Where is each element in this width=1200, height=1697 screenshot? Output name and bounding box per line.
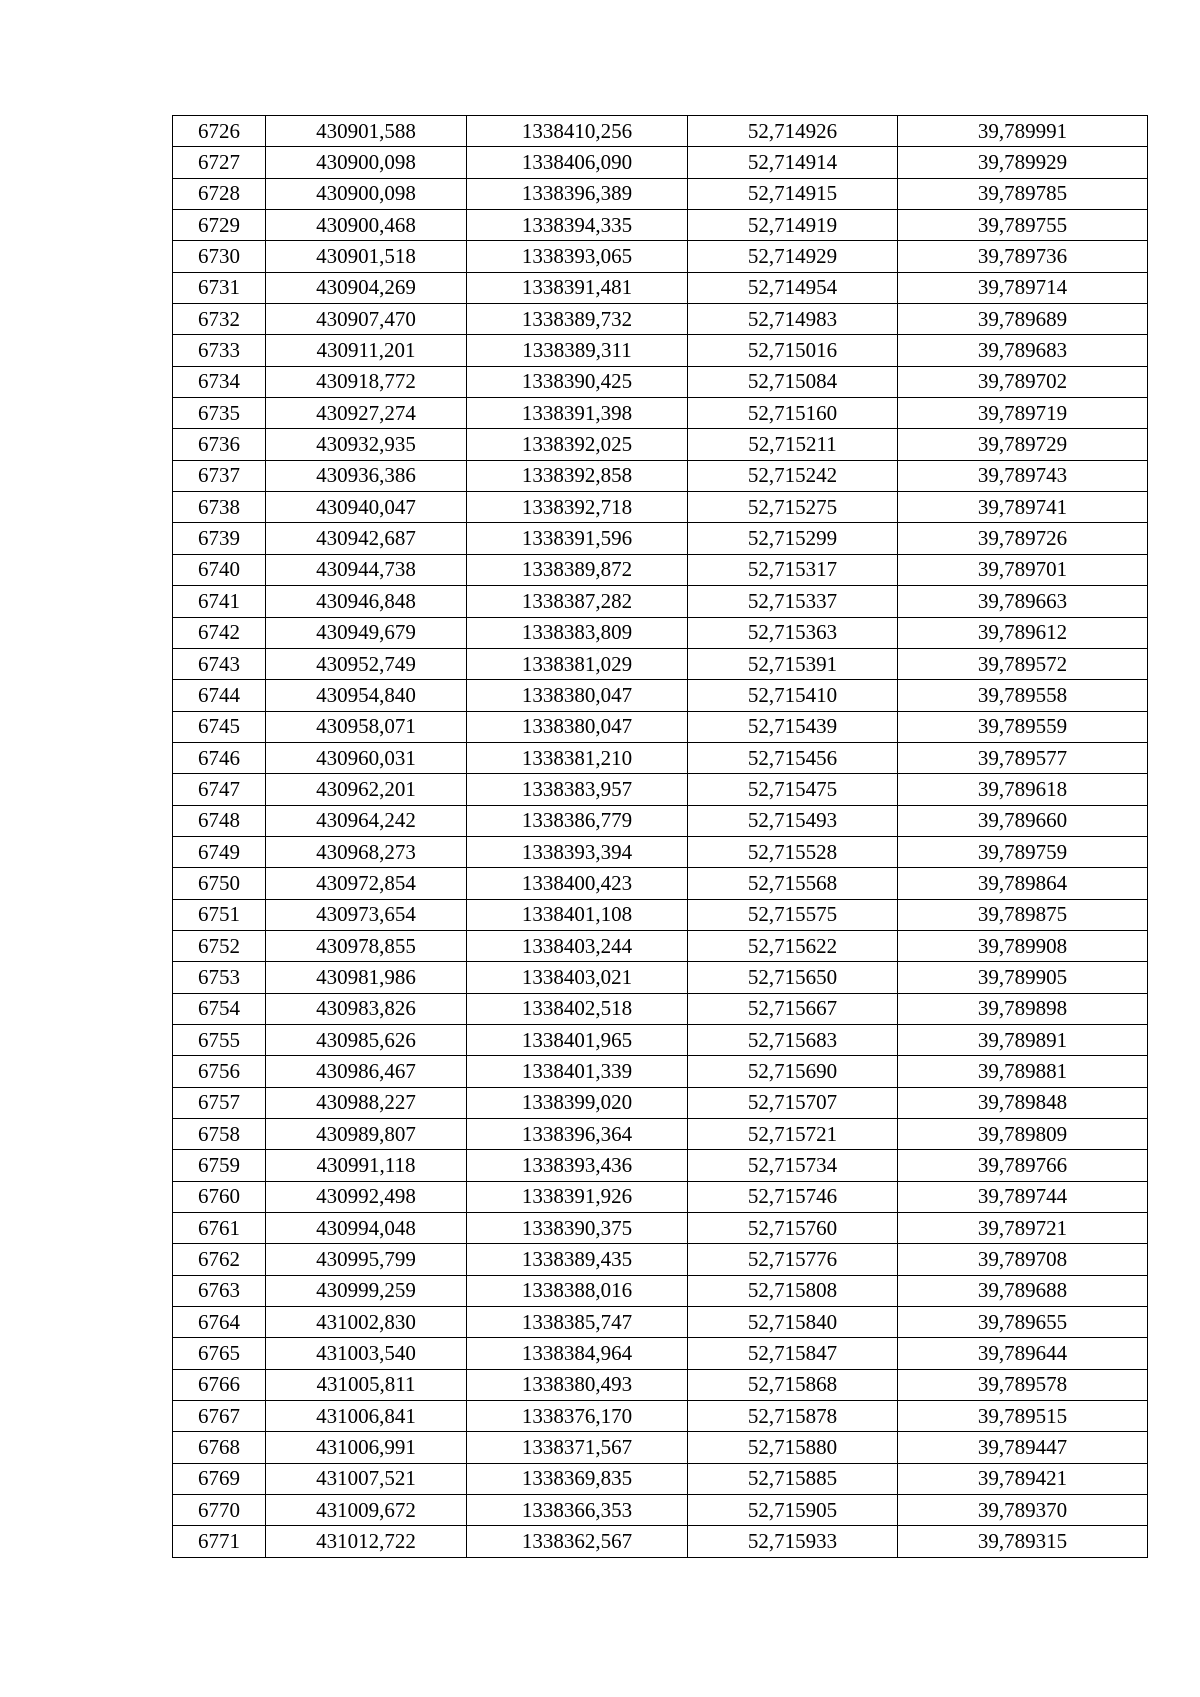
y-coordinate-cell: 1338390,425 <box>467 366 688 397</box>
x-coordinate-cell: 430940,047 <box>266 492 467 523</box>
point-number-cell: 6751 <box>173 899 266 930</box>
table-row <box>173 178 1148 209</box>
table-row <box>173 1244 1148 1275</box>
point-number-cell: 6733 <box>173 335 266 366</box>
x-coordinate-cell: 430936,386 <box>266 460 467 491</box>
y-coordinate-cell: 1338391,926 <box>467 1181 688 1212</box>
x-coordinate-cell: 430986,467 <box>266 1056 467 1087</box>
point-number-cell: 6760 <box>173 1181 266 1212</box>
table-row <box>173 1150 1148 1181</box>
table-row <box>173 366 1148 397</box>
x-coordinate-cell: 430918,772 <box>266 366 467 397</box>
latitude-cell: 52,715475 <box>688 774 898 805</box>
longitude-cell: 39,789655 <box>898 1307 1148 1338</box>
table-row <box>173 210 1148 241</box>
latitude-cell: 52,715568 <box>688 868 898 899</box>
longitude-cell: 39,789891 <box>898 1024 1148 1055</box>
latitude-cell: 52,715016 <box>688 335 898 366</box>
point-number-cell: 6759 <box>173 1150 266 1181</box>
point-number-cell: 6732 <box>173 304 266 335</box>
point-number-cell: 6758 <box>173 1119 266 1150</box>
longitude-cell: 39,789515 <box>898 1401 1148 1432</box>
latitude-cell: 52,715622 <box>688 930 898 961</box>
y-coordinate-cell: 1338380,047 <box>467 711 688 742</box>
point-number-cell: 6761 <box>173 1213 266 1244</box>
y-coordinate-cell: 1338402,518 <box>467 993 688 1024</box>
table-row <box>173 1307 1148 1338</box>
x-coordinate-cell: 430952,749 <box>266 648 467 679</box>
y-coordinate-cell: 1338400,423 <box>467 868 688 899</box>
x-coordinate-cell: 431007,521 <box>266 1463 467 1494</box>
point-number-cell: 6734 <box>173 366 266 397</box>
table-row <box>173 272 1148 303</box>
table-row <box>173 1056 1148 1087</box>
longitude-cell: 39,789875 <box>898 899 1148 930</box>
coordinates-table-body <box>173 116 1148 1558</box>
table-row <box>173 742 1148 773</box>
longitude-cell: 39,789719 <box>898 398 1148 429</box>
table-row <box>173 774 1148 805</box>
y-coordinate-cell: 1338390,375 <box>467 1213 688 1244</box>
point-number-cell: 6763 <box>173 1275 266 1306</box>
longitude-cell: 39,789689 <box>898 304 1148 335</box>
y-coordinate-cell: 1338391,398 <box>467 398 688 429</box>
x-coordinate-cell: 430946,848 <box>266 586 467 617</box>
x-coordinate-cell: 430994,048 <box>266 1213 467 1244</box>
point-number-cell: 6753 <box>173 962 266 993</box>
latitude-cell: 52,715160 <box>688 398 898 429</box>
point-number-cell: 6739 <box>173 523 266 554</box>
point-number-cell: 6747 <box>173 774 266 805</box>
latitude-cell: 52,714915 <box>688 178 898 209</box>
longitude-cell: 39,789898 <box>898 993 1148 1024</box>
point-number-cell: 6738 <box>173 492 266 523</box>
longitude-cell: 39,789714 <box>898 272 1148 303</box>
table-row <box>173 899 1148 930</box>
latitude-cell: 52,715868 <box>688 1369 898 1400</box>
x-coordinate-cell: 430972,854 <box>266 868 467 899</box>
longitude-cell: 39,789612 <box>898 617 1148 648</box>
y-coordinate-cell: 1338369,835 <box>467 1463 688 1494</box>
longitude-cell: 39,789991 <box>898 116 1148 147</box>
table-row <box>173 1495 1148 1526</box>
y-coordinate-cell: 1338362,567 <box>467 1526 688 1557</box>
y-coordinate-cell: 1338403,244 <box>467 930 688 961</box>
y-coordinate-cell: 1338385,747 <box>467 1307 688 1338</box>
x-coordinate-cell: 430958,071 <box>266 711 467 742</box>
x-coordinate-cell: 430991,118 <box>266 1150 467 1181</box>
x-coordinate-cell: 430960,031 <box>266 742 467 773</box>
point-number-cell: 6749 <box>173 836 266 867</box>
latitude-cell: 52,714983 <box>688 304 898 335</box>
longitude-cell: 39,789759 <box>898 836 1148 867</box>
table-row <box>173 962 1148 993</box>
longitude-cell: 39,789741 <box>898 492 1148 523</box>
table-row <box>173 116 1148 147</box>
latitude-cell: 52,715905 <box>688 1495 898 1526</box>
point-number-cell: 6729 <box>173 210 266 241</box>
longitude-cell: 39,789744 <box>898 1181 1148 1212</box>
x-coordinate-cell: 430964,242 <box>266 805 467 836</box>
y-coordinate-cell: 1338392,025 <box>467 429 688 460</box>
latitude-cell: 52,715242 <box>688 460 898 491</box>
x-coordinate-cell: 430981,986 <box>266 962 467 993</box>
x-coordinate-cell: 431012,722 <box>266 1526 467 1557</box>
y-coordinate-cell: 1338410,256 <box>467 116 688 147</box>
x-coordinate-cell: 430968,273 <box>266 836 467 867</box>
longitude-cell: 39,789736 <box>898 241 1148 272</box>
latitude-cell: 52,715391 <box>688 648 898 679</box>
latitude-cell: 52,714929 <box>688 241 898 272</box>
latitude-cell: 52,715880 <box>688 1432 898 1463</box>
x-coordinate-cell: 430995,799 <box>266 1244 467 1275</box>
x-coordinate-cell: 430904,269 <box>266 272 467 303</box>
y-coordinate-cell: 1338381,210 <box>467 742 688 773</box>
y-coordinate-cell: 1338403,021 <box>467 962 688 993</box>
longitude-cell: 39,789683 <box>898 335 1148 366</box>
point-number-cell: 6742 <box>173 617 266 648</box>
x-coordinate-cell: 431005,811 <box>266 1369 467 1400</box>
longitude-cell: 39,789558 <box>898 680 1148 711</box>
latitude-cell: 52,715760 <box>688 1213 898 1244</box>
table-row <box>173 1024 1148 1055</box>
table-row <box>173 805 1148 836</box>
table-row <box>173 836 1148 867</box>
point-number-cell: 6737 <box>173 460 266 491</box>
y-coordinate-cell: 1338389,311 <box>467 335 688 366</box>
longitude-cell: 39,789864 <box>898 868 1148 899</box>
x-coordinate-cell: 430907,470 <box>266 304 467 335</box>
x-coordinate-cell: 430978,855 <box>266 930 467 961</box>
x-coordinate-cell: 430992,498 <box>266 1181 467 1212</box>
point-number-cell: 6754 <box>173 993 266 1024</box>
y-coordinate-cell: 1338383,957 <box>467 774 688 805</box>
x-coordinate-cell: 430962,201 <box>266 774 467 805</box>
table-row <box>173 993 1148 1024</box>
table-row <box>173 1401 1148 1432</box>
longitude-cell: 39,789929 <box>898 147 1148 178</box>
y-coordinate-cell: 1338386,779 <box>467 805 688 836</box>
latitude-cell: 52,715456 <box>688 742 898 773</box>
point-number-cell: 6764 <box>173 1307 266 1338</box>
latitude-cell: 52,715840 <box>688 1307 898 1338</box>
table-row <box>173 460 1148 491</box>
latitude-cell: 52,715439 <box>688 711 898 742</box>
y-coordinate-cell: 1338380,047 <box>467 680 688 711</box>
y-coordinate-cell: 1338384,964 <box>467 1338 688 1369</box>
longitude-cell: 39,789708 <box>898 1244 1148 1275</box>
latitude-cell: 52,715275 <box>688 492 898 523</box>
latitude-cell: 52,715878 <box>688 1401 898 1432</box>
y-coordinate-cell: 1338393,394 <box>467 836 688 867</box>
x-coordinate-cell: 430901,518 <box>266 241 467 272</box>
y-coordinate-cell: 1338401,965 <box>467 1024 688 1055</box>
x-coordinate-cell: 430927,274 <box>266 398 467 429</box>
coordinates-table <box>172 115 1148 1558</box>
x-coordinate-cell: 430973,654 <box>266 899 467 930</box>
latitude-cell: 52,715410 <box>688 680 898 711</box>
table-row <box>173 1119 1148 1150</box>
y-coordinate-cell: 1338401,339 <box>467 1056 688 1087</box>
table-row <box>173 147 1148 178</box>
longitude-cell: 39,789644 <box>898 1338 1148 1369</box>
table-row <box>173 1369 1148 1400</box>
longitude-cell: 39,789559 <box>898 711 1148 742</box>
x-coordinate-cell: 430983,826 <box>266 993 467 1024</box>
point-number-cell: 6727 <box>173 147 266 178</box>
table-row <box>173 680 1148 711</box>
latitude-cell: 52,715667 <box>688 993 898 1024</box>
x-coordinate-cell: 430911,201 <box>266 335 467 366</box>
y-coordinate-cell: 1338394,335 <box>467 210 688 241</box>
table-row <box>173 1338 1148 1369</box>
point-number-cell: 6746 <box>173 742 266 773</box>
latitude-cell: 52,715707 <box>688 1087 898 1118</box>
point-number-cell: 6736 <box>173 429 266 460</box>
point-number-cell: 6744 <box>173 680 266 711</box>
y-coordinate-cell: 1338387,282 <box>467 586 688 617</box>
point-number-cell: 6743 <box>173 648 266 679</box>
x-coordinate-cell: 430989,807 <box>266 1119 467 1150</box>
x-coordinate-cell: 430949,679 <box>266 617 467 648</box>
latitude-cell: 52,715650 <box>688 962 898 993</box>
point-number-cell: 6741 <box>173 586 266 617</box>
point-number-cell: 6766 <box>173 1369 266 1400</box>
point-number-cell: 6755 <box>173 1024 266 1055</box>
latitude-cell: 52,715746 <box>688 1181 898 1212</box>
longitude-cell: 39,789370 <box>898 1495 1148 1526</box>
x-coordinate-cell: 430900,098 <box>266 178 467 209</box>
longitude-cell: 39,789660 <box>898 805 1148 836</box>
table-row <box>173 304 1148 335</box>
y-coordinate-cell: 1338393,436 <box>467 1150 688 1181</box>
table-row <box>173 1181 1148 1212</box>
latitude-cell: 52,715337 <box>688 586 898 617</box>
y-coordinate-cell: 1338389,872 <box>467 554 688 585</box>
table-row <box>173 648 1148 679</box>
x-coordinate-cell: 431006,991 <box>266 1432 467 1463</box>
longitude-cell: 39,789809 <box>898 1119 1148 1150</box>
table-row <box>173 492 1148 523</box>
y-coordinate-cell: 1338392,718 <box>467 492 688 523</box>
y-coordinate-cell: 1338381,029 <box>467 648 688 679</box>
latitude-cell: 52,715299 <box>688 523 898 554</box>
longitude-cell: 39,789577 <box>898 742 1148 773</box>
longitude-cell: 39,789848 <box>898 1087 1148 1118</box>
x-coordinate-cell: 431009,672 <box>266 1495 467 1526</box>
y-coordinate-cell: 1338383,809 <box>467 617 688 648</box>
x-coordinate-cell: 430944,738 <box>266 554 467 585</box>
latitude-cell: 52,715776 <box>688 1244 898 1275</box>
x-coordinate-cell: 430954,840 <box>266 680 467 711</box>
y-coordinate-cell: 1338406,090 <box>467 147 688 178</box>
y-coordinate-cell: 1338366,353 <box>467 1495 688 1526</box>
y-coordinate-cell: 1338389,732 <box>467 304 688 335</box>
table-row <box>173 554 1148 585</box>
x-coordinate-cell: 430900,468 <box>266 210 467 241</box>
longitude-cell: 39,789743 <box>898 460 1148 491</box>
latitude-cell: 52,715084 <box>688 366 898 397</box>
y-coordinate-cell: 1338396,389 <box>467 178 688 209</box>
point-number-cell: 6767 <box>173 1401 266 1432</box>
latitude-cell: 52,715808 <box>688 1275 898 1306</box>
y-coordinate-cell: 1338389,435 <box>467 1244 688 1275</box>
latitude-cell: 52,715528 <box>688 836 898 867</box>
table-row <box>173 1463 1148 1494</box>
x-coordinate-cell: 430900,098 <box>266 147 467 178</box>
x-coordinate-cell: 430932,935 <box>266 429 467 460</box>
y-coordinate-cell: 1338396,364 <box>467 1119 688 1150</box>
latitude-cell: 52,715317 <box>688 554 898 585</box>
table-row <box>173 586 1148 617</box>
point-number-cell: 6730 <box>173 241 266 272</box>
table-row <box>173 1087 1148 1118</box>
table-row <box>173 617 1148 648</box>
longitude-cell: 39,789663 <box>898 586 1148 617</box>
latitude-cell: 52,715847 <box>688 1338 898 1369</box>
longitude-cell: 39,789766 <box>898 1150 1148 1181</box>
latitude-cell: 52,715363 <box>688 617 898 648</box>
point-number-cell: 6756 <box>173 1056 266 1087</box>
table-row <box>173 930 1148 961</box>
point-number-cell: 6765 <box>173 1338 266 1369</box>
point-number-cell: 6757 <box>173 1087 266 1118</box>
longitude-cell: 39,789701 <box>898 554 1148 585</box>
latitude-cell: 52,714919 <box>688 210 898 241</box>
x-coordinate-cell: 430901,588 <box>266 116 467 147</box>
latitude-cell: 52,714926 <box>688 116 898 147</box>
table-row <box>173 1526 1148 1557</box>
longitude-cell: 39,789881 <box>898 1056 1148 1087</box>
x-coordinate-cell: 431003,540 <box>266 1338 467 1369</box>
point-number-cell: 6768 <box>173 1432 266 1463</box>
latitude-cell: 52,715493 <box>688 805 898 836</box>
longitude-cell: 39,789729 <box>898 429 1148 460</box>
point-number-cell: 6750 <box>173 868 266 899</box>
table-row <box>173 711 1148 742</box>
point-number-cell: 6769 <box>173 1463 266 1494</box>
point-number-cell: 6735 <box>173 398 266 429</box>
latitude-cell: 52,715683 <box>688 1024 898 1055</box>
point-number-cell: 6745 <box>173 711 266 742</box>
table-row <box>173 1275 1148 1306</box>
x-coordinate-cell: 430985,626 <box>266 1024 467 1055</box>
longitude-cell: 39,789315 <box>898 1526 1148 1557</box>
longitude-cell: 39,789421 <box>898 1463 1148 1494</box>
latitude-cell: 52,715721 <box>688 1119 898 1150</box>
longitude-cell: 39,789702 <box>898 366 1148 397</box>
table-row <box>173 1213 1148 1244</box>
latitude-cell: 52,715575 <box>688 899 898 930</box>
longitude-cell: 39,789721 <box>898 1213 1148 1244</box>
x-coordinate-cell: 430942,687 <box>266 523 467 554</box>
longitude-cell: 39,789447 <box>898 1432 1148 1463</box>
point-number-cell: 6752 <box>173 930 266 961</box>
longitude-cell: 39,789572 <box>898 648 1148 679</box>
table-row <box>173 523 1148 554</box>
longitude-cell: 39,789755 <box>898 210 1148 241</box>
point-number-cell: 6728 <box>173 178 266 209</box>
y-coordinate-cell: 1338393,065 <box>467 241 688 272</box>
y-coordinate-cell: 1338391,596 <box>467 523 688 554</box>
x-coordinate-cell: 431002,830 <box>266 1307 467 1338</box>
y-coordinate-cell: 1338401,108 <box>467 899 688 930</box>
longitude-cell: 39,789905 <box>898 962 1148 993</box>
latitude-cell: 52,715734 <box>688 1150 898 1181</box>
latitude-cell: 52,714954 <box>688 272 898 303</box>
x-coordinate-cell: 430999,259 <box>266 1275 467 1306</box>
table-row <box>173 868 1148 899</box>
x-coordinate-cell: 430988,227 <box>266 1087 467 1118</box>
longitude-cell: 39,789726 <box>898 523 1148 554</box>
point-number-cell: 6740 <box>173 554 266 585</box>
longitude-cell: 39,789578 <box>898 1369 1148 1400</box>
table-row <box>173 398 1148 429</box>
point-number-cell: 6726 <box>173 116 266 147</box>
latitude-cell: 52,715933 <box>688 1526 898 1557</box>
table-row <box>173 241 1148 272</box>
y-coordinate-cell: 1338391,481 <box>467 272 688 303</box>
longitude-cell: 39,789688 <box>898 1275 1148 1306</box>
table-row <box>173 335 1148 366</box>
longitude-cell: 39,789618 <box>898 774 1148 805</box>
table-row <box>173 1432 1148 1463</box>
point-number-cell: 6762 <box>173 1244 266 1275</box>
y-coordinate-cell: 1338388,016 <box>467 1275 688 1306</box>
y-coordinate-cell: 1338376,170 <box>467 1401 688 1432</box>
x-coordinate-cell: 431006,841 <box>266 1401 467 1432</box>
longitude-cell: 39,789908 <box>898 930 1148 961</box>
latitude-cell: 52,715690 <box>688 1056 898 1087</box>
latitude-cell: 52,715211 <box>688 429 898 460</box>
longitude-cell: 39,789785 <box>898 178 1148 209</box>
y-coordinate-cell: 1338371,567 <box>467 1432 688 1463</box>
y-coordinate-cell: 1338399,020 <box>467 1087 688 1118</box>
point-number-cell: 6771 <box>173 1526 266 1557</box>
point-number-cell: 6770 <box>173 1495 266 1526</box>
y-coordinate-cell: 1338380,493 <box>467 1369 688 1400</box>
table-row <box>173 429 1148 460</box>
point-number-cell: 6731 <box>173 272 266 303</box>
point-number-cell: 6748 <box>173 805 266 836</box>
y-coordinate-cell: 1338392,858 <box>467 460 688 491</box>
latitude-cell: 52,715885 <box>688 1463 898 1494</box>
latitude-cell: 52,714914 <box>688 147 898 178</box>
